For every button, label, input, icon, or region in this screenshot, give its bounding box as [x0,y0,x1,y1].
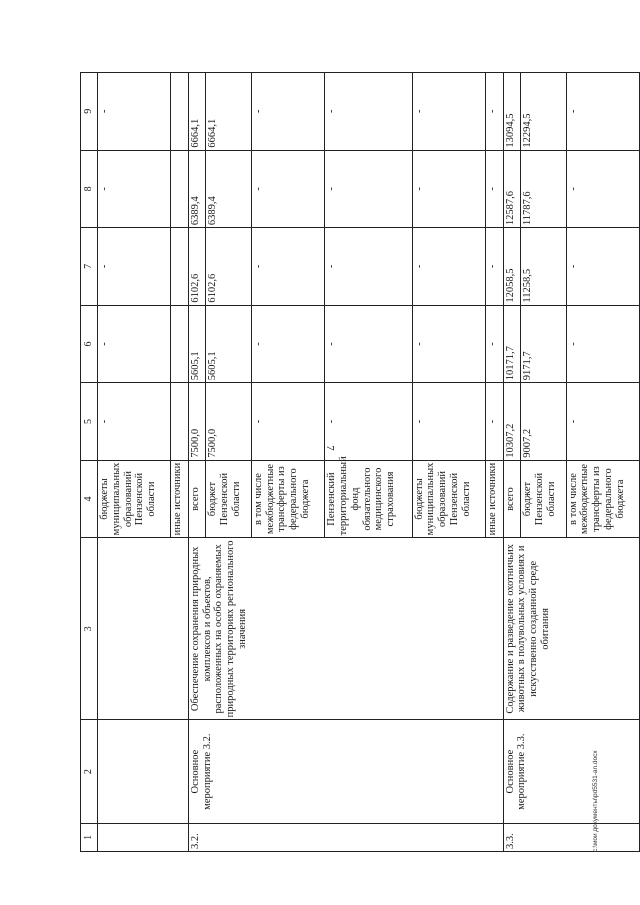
source-cell: в том числе межбюджетные трансферты из федерального бюджета [566,460,639,538]
value-cell: 6102,6 [206,228,251,306]
value-cell: 9007,2 [521,383,566,461]
value-cell: 6664,1 [188,73,206,151]
value-cell: 5605,1 [188,305,206,383]
footer-file-path: c:\мои документы\pd5531-an.docx [592,750,599,852]
table-row [98,73,171,852]
value-cell: - [251,383,324,461]
value-cell: - [325,305,412,383]
value-cell: - [486,228,504,306]
source-cell: Пензенский территориальный фонд обязательного медицинского страхования [325,460,412,538]
measure-description: Обеспечение сохранения природных комплексов и объектов, расположенных на особо охраняемых природных территориях регионального значения [188,538,503,720]
value-cell: 6664,1 [206,73,251,151]
value-cell: 12294,5 [521,73,566,151]
value-cell: 7500,0 [206,383,251,461]
empty-num-cell [98,823,189,851]
funding-table [80,72,640,852]
page-number: 7 [324,445,336,451]
value-cell: - [325,73,412,151]
source-cell: бюджет Пензенской области [206,460,251,538]
value-cell: - [566,150,639,228]
col-header-5: 5 [81,383,98,461]
value-cell: - [98,228,171,306]
value-cell: - [486,383,504,461]
value-cell: 12058,5 [503,228,521,306]
measure-name: Основное мероприятие 3.3. [503,720,639,823]
value-cell: - [566,228,639,306]
source-cell: иные источники [171,460,189,538]
value-cell: 11258,5 [521,228,566,306]
value-cell: - [412,73,485,151]
value-cell [171,150,189,228]
value-cell: - [566,73,639,151]
rotated-table-wrapper [80,72,640,852]
value-cell: 9171,7 [521,305,566,383]
value-cell: 6102,6 [188,228,206,306]
value-cell [171,383,189,461]
header-row [81,73,98,852]
value-cell: 7500,0 [188,383,206,461]
col-header-7: 7 [81,228,98,306]
col-header-6: 6 [81,305,98,383]
value-cell [171,305,189,383]
measure-name: Основное мероприятие 3.2. [188,720,503,823]
source-cell: бюджет Пензенской области [521,460,566,538]
value-cell: - [325,228,412,306]
value-cell: - [566,383,639,461]
col-header-1: 1 [81,823,98,851]
value-cell: - [251,150,324,228]
col-header-8: 8 [81,150,98,228]
source-cell: бюджеты муниципальных образований Пензенской области [98,460,171,538]
value-cell: 10171,7 [503,305,521,383]
value-cell: - [412,305,485,383]
table-row [503,73,521,852]
empty-name-cell [98,720,189,823]
value-cell: - [486,150,504,228]
value-cell [171,73,189,151]
col-header-4: 4 [81,460,98,538]
value-cell: - [325,150,412,228]
measure-description: Содержание и разведение охотничьих животных в полувольных условиях и искусственно созданной среде обитания [503,538,639,720]
source-cell: бюджеты муниципальных образований Пензенской области [412,460,485,538]
value-cell: - [98,73,171,151]
value-cell: - [412,228,485,306]
value-cell: 11787,6 [521,150,566,228]
value-cell: 5605,1 [206,305,251,383]
value-cell: - [566,305,639,383]
col-header-2: 2 [81,720,98,823]
value-cell: 13094,5 [503,73,521,151]
value-cell: - [251,73,324,151]
measure-number: 3.2. [188,823,503,851]
value-cell: - [412,150,485,228]
source-cell: иные источники [486,460,504,538]
value-cell: - [486,73,504,151]
value-cell: - [98,305,171,383]
value-cell: 6389,4 [206,150,251,228]
col-header-9: 9 [81,73,98,151]
value-cell: - [98,150,171,228]
measure-number: 3.3. [503,823,639,851]
col-header-3: 3 [81,538,98,720]
value-cell: - [412,383,485,461]
source-cell: всего [188,460,206,538]
source-cell: всего [503,460,521,538]
table-row [188,73,206,852]
value-cell [171,228,189,306]
value-cell: - [486,305,504,383]
source-cell: в том числе межбюджетные трансферты из федерального бюджета [251,460,324,538]
value-cell: - [98,383,171,461]
empty-desc-cell [98,538,189,720]
value-cell: - [251,305,324,383]
value-cell: - [325,383,412,461]
value-cell: 12587,6 [503,150,521,228]
value-cell: - [251,228,324,306]
value-cell: 6389,4 [188,150,206,228]
value-cell: 10307,2 [503,383,521,461]
